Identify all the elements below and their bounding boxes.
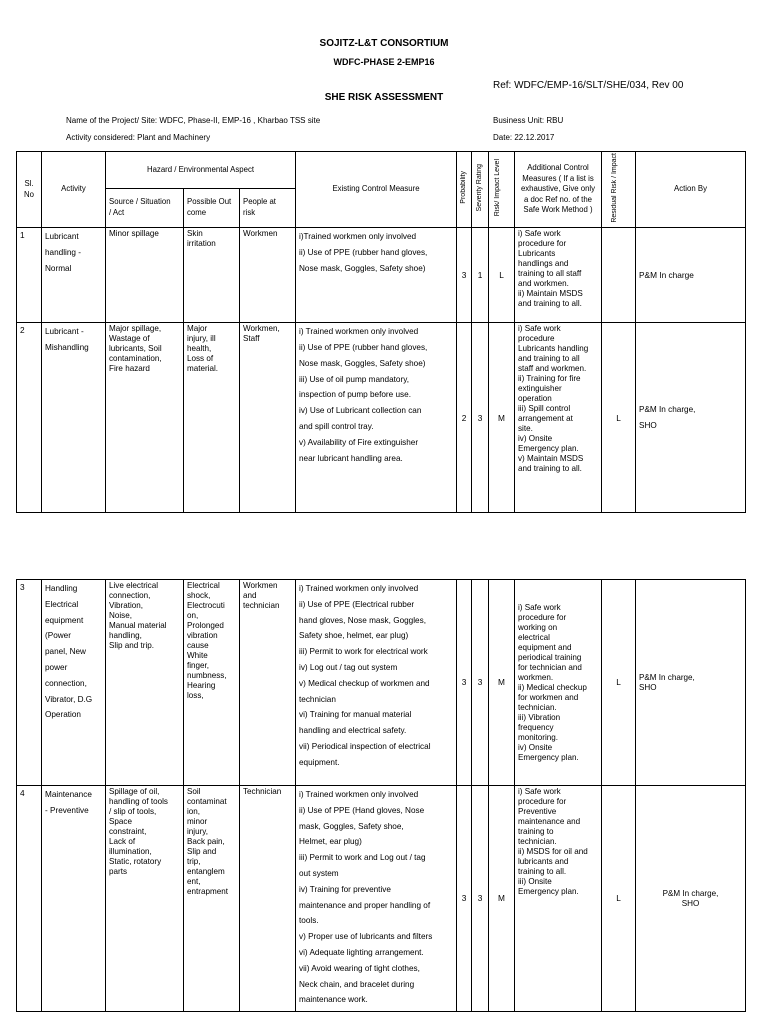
row-source: Live electrical connection, Vibration, Noise, Manual material handling, Slip and trip. — [106, 580, 184, 786]
col-risk-level: Risk/ Impact Level — [493, 159, 501, 217]
page-title: SHE RISK ASSESSMENT — [324, 92, 444, 103]
row-residual: L — [602, 786, 636, 1012]
row-activity: Maintenance - Preventive — [42, 786, 106, 1012]
col-activity: Activity — [42, 152, 106, 228]
row-action-by: P&M In charge, SHO — [636, 580, 746, 786]
row-people: Workmen, Staff — [240, 323, 296, 513]
row-existing-control: i) Trained workmen only involved ii) Use of PPE (Hand gloves, Nose mask, Goggles, Safety shoe, Helmet, ear plug) iii) Permit to work and Log out / tag out system iv) Training for preventive maintenance and proper handling of tools. v) Proper use of lubricants and filters vi) Adequate lighting arrangement. vii) Avoid wearing of tight clothes, Neck chain, and bracelet during maintenance work. — [296, 786, 457, 1012]
row-action-by: P&M In charge, SHO — [636, 323, 746, 513]
col-outcome: Possible Out come — [184, 188, 240, 227]
row-severity: 3 — [472, 323, 489, 513]
row-action-by: P&M In charge, SHO — [636, 786, 746, 1012]
row-people: Workmen — [240, 228, 296, 323]
risk-table-part1 — [16, 151, 746, 513]
row-activity: Lubricant handling - Normal — [42, 228, 106, 323]
row-residual — [602, 228, 636, 323]
row-sl: 4 — [17, 786, 42, 1012]
col-people: People at risk — [240, 188, 296, 227]
row-outcome: Electrical shock, Electrocuti on, Prolonged vibration cause White finger, numbness, Hearing loss, — [184, 580, 240, 786]
table-row — [17, 323, 746, 513]
col-existing-control: Existing Control Measure — [296, 152, 457, 228]
col-action-by: Action By — [636, 152, 746, 228]
document-ref: Ref: WDFC/EMP-16/SLT/SHE/034, Rev 00 — [493, 80, 684, 91]
activity-considered: Activity considered: Plant and Machinery — [66, 133, 211, 142]
risk-table-part2 — [16, 579, 746, 1012]
row-source: Spillage of oil, handling of tools / slip of tools, Space constraint, Lack of illumination, Static, rotatory parts — [106, 786, 184, 1012]
row-outcome: Soil contaminat ion, minor injury, Back pain, Slip and trip, entanglem ent, entrapment — [184, 786, 240, 1012]
row-additional-control: i) Safe work procedure for working on electrical equipment and periodical training for technician and workmen. ii) Medical checkup for workmen and technician. iii) Vibration frequency monitoring. iv) Onsite Emergency plan. — [515, 580, 602, 786]
row-probability: 3 — [457, 786, 472, 1012]
row-source: Minor spillage — [106, 228, 184, 323]
col-additional-control: Additional Control Measures ( If a list is exhaustive, Give only a doc Ref no. of the Safe Work Method ) — [515, 152, 602, 228]
row-additional-control: i) Safe work procedure Lubricants handling and training to all staff and workmen. ii) Training for fire extinguisher operation iii) Spill control arrangement at site. iv) Onsite Emergency plan. v) Maintain MSDS and training to all. — [515, 323, 602, 513]
row-existing-control: i)Trained workmen only involved ii) Use of PPE (rubber hand gloves, Nose mask, Goggles, Safety shoe) — [296, 228, 457, 323]
row-activity: Lubricant - Mishandling — [42, 323, 106, 513]
row-probability: 2 — [457, 323, 472, 513]
row-risk: M — [489, 323, 515, 513]
assessment-date: Date: 22.12.2017 — [493, 133, 555, 142]
row-severity: 3 — [472, 580, 489, 786]
row-sl: 2 — [17, 323, 42, 513]
row-sl: 3 — [17, 580, 42, 786]
row-risk: M — [489, 786, 515, 1012]
table-row — [17, 580, 746, 786]
row-probability: 3 — [457, 228, 472, 323]
row-existing-control: i) Trained workmen only involved ii) Use of PPE (Electrical rubber hand gloves, Nose mask, Goggles, Safety shoe, helmet, ear plug) iii) Permit to work for electrical work iv) Log out / tag out system v) Medical checkup of workmen and technician vi) Training for manual material handling and electrical safety. vii) Periodical inspection of electrical equipment. — [296, 580, 457, 786]
phase-title: WDFC-PHASE 2-EMP16 — [333, 57, 435, 67]
row-probability: 3 — [457, 580, 472, 786]
col-residual-risk: Residual Risk / Impact — [610, 153, 618, 223]
col-probability: Probability — [460, 171, 467, 205]
row-source: Major spillage, Wastage of lubricants, Soil contamination, Fire hazard — [106, 323, 184, 513]
row-residual: L — [602, 323, 636, 513]
row-action-by: P&M In charge — [636, 228, 746, 323]
row-severity: 3 — [472, 786, 489, 1012]
row-risk: M — [489, 580, 515, 786]
business-unit: Business Unit: RBU — [493, 116, 564, 125]
row-existing-control: i) Trained workmen only involved ii) Use of PPE (rubber hand gloves, Nose mask, Goggles, Safety shoe) iii) Use of oil pump mandatory, inspection of pump before use. iv) Use of Lubricant collection can and spill control tray. v) Availability of Fire extinguisher near lubricant handling area. — [296, 323, 457, 513]
col-source: Source / Situation / Act — [106, 188, 184, 227]
row-risk: L — [489, 228, 515, 323]
row-activity: Handling Electrical equipment (Power panel, New power connection, Vibrator, D.G Operation — [42, 580, 106, 786]
row-people: Technician — [240, 786, 296, 1012]
table-row — [17, 786, 746, 1012]
consortium-title: SOJITZ-L&T CONSORTIUM — [319, 38, 449, 49]
row-sl: 1 — [17, 228, 42, 323]
project-name: Name of the Project/ Site: WDFC, Phase-II, EMP-16 , Kharbao TSS site — [66, 116, 321, 125]
row-residual: L — [602, 580, 636, 786]
col-severity: Severity Rating — [476, 164, 483, 212]
col-sl-no: Sl. No — [17, 152, 42, 228]
row-severity: 1 — [472, 228, 489, 323]
row-additional-control: i) Safe work procedure for Preventive maintenance and training to technician. ii) MSDS for oil and lubricants and training to all. iii) Onsite Emergency plan. — [515, 786, 602, 1012]
table-row — [17, 228, 746, 323]
row-outcome: Major injury, ill health, Loss of material. — [184, 323, 240, 513]
row-outcome: Skin irritation — [184, 228, 240, 323]
row-additional-control: i) Safe work procedure for Lubricants handlings and training to all staff and workmen. ii) Maintain MSDS and training to all. — [515, 228, 602, 323]
row-people: Workmen and technician — [240, 580, 296, 786]
col-hazard-group: Hazard / Environmental Aspect — [106, 152, 296, 189]
